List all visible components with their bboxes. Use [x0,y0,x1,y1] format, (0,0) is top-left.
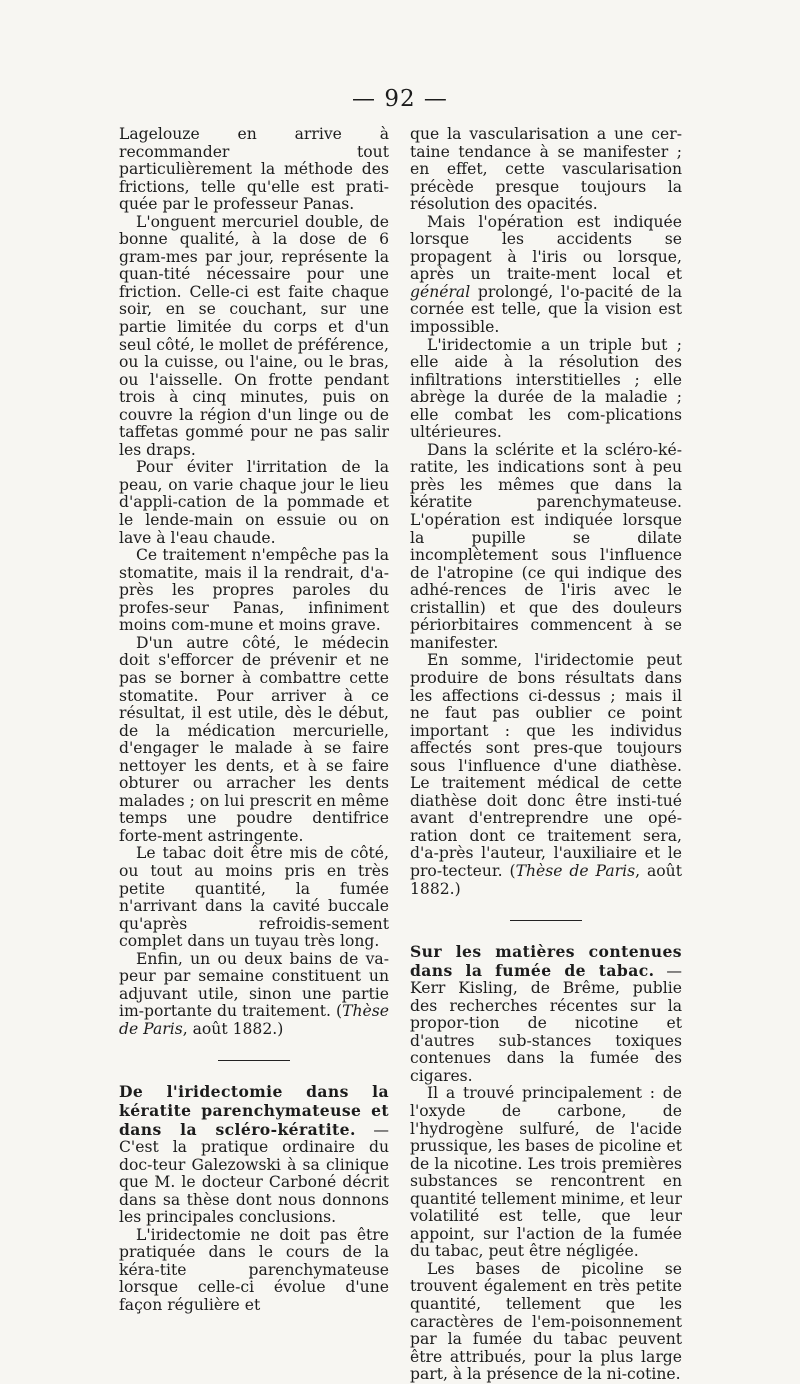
source-citation: Thèse de Paris [515,861,636,880]
paragraph: D'un autre côté, le médecin doit s'efforcer de prévenir et ne pas se borner à combattre cette stomatite. Pour arriver à ce résultat, il est utile, dès le début, de la médication mercurielle, d'engager le malade à se faire nettoyer les dents, et à se faire obturer ou arracher les dents malades ; on lui prescrit en même temps une poudre dentifrice forte-ment astringente. [119,633,389,845]
source-citation: Thèse de Paris [119,1002,389,1038]
paragraph-text: Enfin, un ou deux bains de va-peur par semaine constituent un adjuvant utile, sinon une partie im-portante du traitement. ( [119,949,389,1021]
right-column [410,126,682,1384]
paragraph: L'onguent mercuriel double, de bonne qualité, à la dose de 6 gram-mes par jour, représente la quan-tité nécessaire pour une friction. Celle-ci est faite chaque soir, en se couchant, sur une partie limitée du corps et d'un seul côté, le mollet de préférence, ou la cuisse, ou l'aine, ou le bras, ou l'aisselle. On frotte pendant trois à cinq minutes, puis on couvre la région d'un linge ou de taffetas gommé pour ne pas salir les draps. [119,212,389,459]
page-number: — 92 — [352,86,448,112]
paragraph: Il a trouvé principalement : de l'oxyde de carbone, de l'hydrogène sulfuré, de l'acide prussique, les bases de picoline et de la nicotine. Les trois premières substances se rencontrent en quantité tellement minime, et leur volatilité est telle, que leur appoint, sur l'action de la fumée du tabac, peut être négligée. [410,1084,682,1261]
article-heading: De l'iridectomie dans la kératite parenchymateuse et dans la scléro-kératite. [119,1082,389,1139]
paragraph-text: Mais l'opération est indiquée lorsque les accidents se propagent à l'iris ou lorsque, après un traite-ment local et [410,212,682,284]
paragraph: Pour éviter l'irritation de la peau, on varie chaque jour le lieu d'appli-cation de la pommade et le lende-main on essuie ou on lave à l'eau chaude. [119,458,389,547]
paragraph: L'iridectomie a un triple but ; elle aide à la résolution des infiltrations interstitielles ; elle abrège la durée de la maladie ; elle combat les com-plications ultérieures. [410,335,682,442]
paragraph-text: — Kerr Kisling, de Brême, publie des recherches récentes sur la propor-tion de nicotine et d'autres sub-stances toxiques contenues dans la fumée des cigares. [410,961,682,1085]
paragraph-text: En somme, l'iridectomie peut produire de bons résultats dans les affections ci-dessus ; mais il ne faut pas oublier ce point important : que les individus affectés sont pres-que toujours sous l'influence d'une diathèse. Le traitement médical de cette diathèse doit donc être insti-tué avant d'entreprendre une opé-ration dont ce traitement sera, d'a-près l'auteur, l'auxiliaire et le pro-tecteur. ( [410,651,682,880]
paragraph: Lagelouze en arrive à recommander tout particulièrement la méthode des frictions, telle qu'elle est prati-quée par le professeur Panas. [119,125,389,214]
paragraph: L'iridectomie ne doit pas être pratiquée dans le cours de la kéra-tite parenchymateuse lorsque celle-ci évolue d'une façon régulière et [119,1225,389,1314]
paragraph: que la vascularisation a une cer-taine tendance à se manifester ; en effet, cette vascularisation précède presque toujours la résolution des opacités. [410,125,682,214]
paragraph: Les bases de picoline se trouvent également en très petite quantité, tellement que les caractères de l'em-poisonnement par la fumée du tabac peuvent être attribués, pour la plus large part, à la présence de la ni-cotine. [410,1259,682,1384]
article-opening [410,943,682,1085]
article-heading: Sur les matières contenues dans la fumée de tabac. [410,942,682,980]
section-divider [510,920,582,921]
paragraph-text: , août 1882.) [182,1019,284,1038]
paragraph-text: , août 1882.) [410,861,682,898]
paragraph: Le tabac doit être mis de côté, ou tout au moins pris en très petite quantité, la fumée n'arrivant dans la cavité buccale qu'après refroidis-sement complet dans un tuyau très long. [119,844,389,951]
article-opening [119,1083,389,1226]
paragraph: Ce traitement n'empêche pas la stomatite, mais il la rendrait, d'a-près les propres paroles du profes-seur Panas, infiniment moins com-mune et moins grave. [119,546,389,635]
paragraph [410,214,682,337]
paragraph-text: — C'est la pratique ordinaire du doc-teur Galezowski à sa clinique que M. le docteur Carboné décrit dans sa thèse dont nous donnons les principales conclusions. [119,1120,389,1227]
paragraph [119,951,389,1039]
section-divider [218,1060,290,1061]
paragraph [410,652,682,898]
left-column [119,126,389,1315]
emphasis-text: général [410,282,471,301]
paragraph: Dans la sclérite et la scléro-ké-ratite, les indications sont à peu près les mêmes que dans la kératite parenchymateuse. L'opération est indiquée lorsque la pupille se dilate incomplètement sous l'influence de l'atropine (ce qui indique des adhé-rences de l'iris avec le cristallin) et que des douleurs périorbitaires commencent à se manifester. [410,440,682,652]
paragraph-text: prolongé, l'o-pacité de la cornée est telle, que la vision est impossible. [410,282,682,337]
